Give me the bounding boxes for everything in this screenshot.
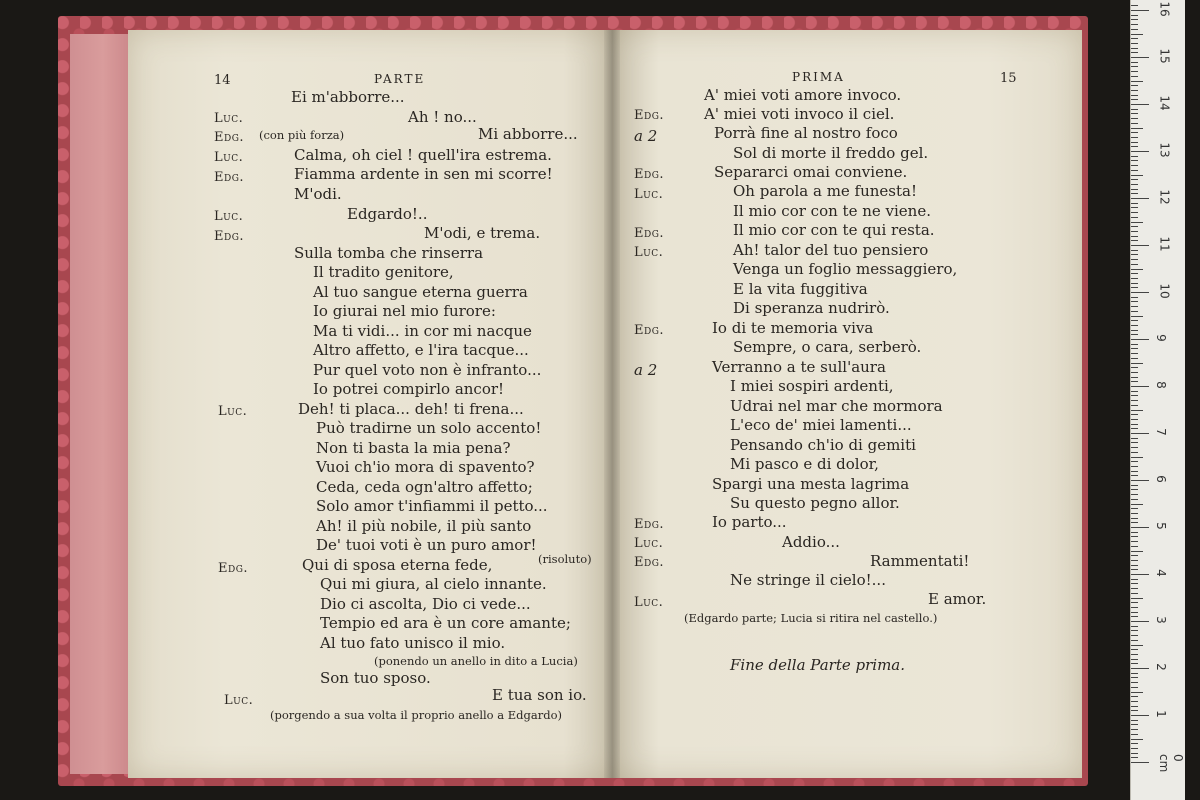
- ruler-label: 4: [1153, 569, 1168, 577]
- ruler-tick: [1131, 81, 1143, 82]
- verse-line: Verranno a te sull'aura: [712, 358, 886, 376]
- ruler-tick: [1131, 612, 1138, 613]
- stage-direction: (Edgardo parte; Lucia si ritira nel castello.): [684, 611, 938, 625]
- ruler-tick: [1131, 292, 1149, 293]
- verse-line: Sol di morte il freddo gel.: [733, 144, 929, 162]
- verse-line: Fine della Parte prima.: [730, 656, 906, 674]
- ruler-tick: [1131, 231, 1138, 232]
- ruler-tick: [1131, 457, 1143, 458]
- ruler-tick: [1131, 630, 1138, 631]
- ruler-tick: [1131, 381, 1138, 382]
- book-endpaper: [70, 34, 136, 774]
- ruler-tick: [1131, 19, 1138, 20]
- ruler-tick: [1131, 536, 1138, 537]
- measuring-ruler: [1130, 0, 1185, 800]
- ruler-tick: [1131, 518, 1138, 519]
- ruler-tick: [1131, 128, 1143, 129]
- book-gutter: [604, 30, 620, 778]
- verse-line: Al tuo fato unisco il mio.: [320, 634, 506, 652]
- verse-line: Son tuo sposo.: [320, 669, 431, 687]
- ruler-tick: [1131, 442, 1138, 443]
- ruler-tick: [1131, 673, 1138, 674]
- ruler-tick: [1131, 203, 1138, 204]
- ruler-tick: [1131, 527, 1149, 528]
- ruler-tick: [1131, 48, 1138, 49]
- ruler-tick: [1131, 743, 1138, 744]
- ruler-tick: [1131, 66, 1138, 67]
- verse-line: Il mio cor con te ne viene.: [733, 202, 931, 220]
- ruler-tick: [1131, 677, 1138, 678]
- verse-line: Ne stringe il cielo!...: [730, 571, 886, 589]
- ruler-label: 10: [1157, 283, 1172, 299]
- ruler-label: 0 cm: [1157, 754, 1185, 773]
- ruler-tick: [1131, 118, 1138, 119]
- ruler-tick: [1131, 621, 1149, 622]
- ruler-label: 3: [1153, 616, 1168, 624]
- speaker-label: Edg.: [634, 226, 665, 241]
- ruler-tick: [1131, 579, 1138, 580]
- speaker-label: Luc.: [214, 111, 244, 126]
- ruler-label: 6: [1153, 475, 1168, 483]
- verse-line: Ah ! no...: [408, 108, 477, 126]
- ruler-tick: [1131, 156, 1138, 157]
- ruler-tick: [1131, 471, 1138, 472]
- ruler-tick: [1131, 297, 1138, 298]
- ruler-tick: [1131, 475, 1138, 476]
- speaker-label: Edg.: [634, 517, 665, 532]
- ruler-tick: [1131, 377, 1138, 378]
- ruler-label: 14: [1157, 95, 1172, 111]
- ruler-tick: [1131, 391, 1138, 392]
- ruler-tick: [1131, 489, 1138, 490]
- ruler-tick: [1131, 358, 1138, 359]
- ruler-label: 11: [1157, 236, 1172, 252]
- ruler-tick: [1131, 217, 1138, 218]
- ruler-tick: [1131, 363, 1143, 364]
- verse-line: Ma ti vidi... in cor mi nacque: [313, 322, 532, 340]
- ruler-tick: [1131, 480, 1149, 481]
- ruler-tick: [1131, 659, 1138, 660]
- ruler-tick: [1131, 410, 1143, 411]
- ruler-tick: [1131, 682, 1138, 683]
- ruler-tick: [1131, 29, 1138, 30]
- speaker-label: Luc.: [634, 187, 664, 202]
- verse-line: Sempre, o cara, serberò.: [733, 338, 922, 356]
- verse-line: Io parto...: [712, 513, 787, 531]
- ruler-tick: [1131, 395, 1138, 396]
- ruler-tick: [1131, 301, 1138, 302]
- speaker-label: Luc.: [634, 536, 664, 551]
- ruler-tick: [1131, 142, 1138, 143]
- ruler-tick: [1131, 222, 1143, 223]
- verse-line: Edgardo!..: [347, 205, 428, 223]
- verse-line: I miei sospiri ardenti,: [730, 377, 894, 395]
- ruler-tick: [1131, 283, 1138, 284]
- ruler-tick: [1131, 226, 1138, 227]
- speaker-label: Edg.: [214, 130, 245, 145]
- ruler-tick: [1131, 264, 1138, 265]
- verse-line: Solo amor t'infiammi il petto...: [316, 497, 548, 515]
- ruler-tick: [1131, 76, 1138, 77]
- ruler-tick: [1131, 52, 1138, 53]
- ruler-tick: [1131, 245, 1149, 246]
- ruler-tick: [1131, 739, 1143, 740]
- ruler-tick: [1131, 170, 1138, 171]
- ruler-tick: [1131, 602, 1138, 603]
- verse-line: Non ti basta la mia pena?: [316, 439, 511, 457]
- ruler-tick: [1131, 43, 1138, 44]
- verse-line: De' tuoi voti è un puro amor!: [316, 536, 537, 554]
- verse-line: Io di te memoria viva: [712, 319, 874, 337]
- ruler-tick: [1131, 494, 1138, 495]
- ruler-tick: [1131, 701, 1138, 702]
- verse-line: Mi abborre...: [478, 125, 578, 143]
- verse-line: a 2: [634, 127, 658, 145]
- ruler-tick: [1131, 720, 1138, 721]
- verse-line: Venga un foglio messaggiero,: [733, 260, 958, 278]
- verse-line: Rammentati!: [870, 552, 970, 570]
- verse-line: Pur quel voto non è infranto...: [313, 361, 542, 379]
- ruler-tick: [1131, 273, 1138, 274]
- ruler-tick: [1131, 184, 1138, 185]
- stage-direction: (ponendo un anello in dito a Lucia): [374, 654, 578, 668]
- ruler-tick: [1131, 710, 1138, 711]
- ruler-tick: [1131, 259, 1138, 260]
- ruler-tick: [1131, 466, 1138, 467]
- ruler-tick: [1131, 598, 1143, 599]
- verse-line: Deh! ti placa... deh! ti frena...: [298, 400, 524, 418]
- verse-line: Sulla tomba che rinserra: [294, 244, 484, 262]
- stage-direction: (con più forza): [259, 128, 345, 142]
- ruler-tick: [1131, 555, 1138, 556]
- ruler-tick: [1131, 104, 1149, 105]
- ruler-tick: [1131, 306, 1138, 307]
- ruler-tick: [1131, 146, 1138, 147]
- ruler-tick: [1131, 339, 1149, 340]
- ruler-tick: [1131, 151, 1149, 152]
- ruler-tick: [1131, 198, 1149, 199]
- ruler-tick: [1131, 353, 1138, 354]
- verse-line: E amor.: [928, 590, 987, 608]
- ruler-tick: [1131, 485, 1138, 486]
- verse-line: A' miei voti amore invoco.: [704, 86, 902, 104]
- ruler-tick: [1131, 452, 1138, 453]
- speaker-label: Luc.: [224, 693, 254, 708]
- ruler-label: 16: [1157, 1, 1172, 17]
- ruler-tick: [1131, 325, 1138, 326]
- verse-line: Ceda, ceda ogn'altro affetto;: [316, 478, 533, 496]
- speaker-label: Edg.: [634, 555, 665, 570]
- ruler-tick: [1131, 269, 1143, 270]
- ruler-tick: [1131, 663, 1138, 664]
- ruler-tick: [1131, 574, 1149, 575]
- ruler-tick: [1131, 372, 1138, 373]
- ruler-tick: [1131, 729, 1138, 730]
- verse-line: Fiamma ardente in sen mi scorre!: [294, 165, 553, 183]
- ruler-tick: [1131, 654, 1138, 655]
- ruler-tick: [1131, 287, 1138, 288]
- verse-line: Separarci omai conviene.: [714, 163, 908, 181]
- ruler-tick: [1131, 419, 1138, 420]
- ruler-tick: [1131, 34, 1143, 35]
- ruler-tick: [1131, 428, 1138, 429]
- ruler-tick: [1131, 57, 1149, 58]
- ruler-label: 7: [1153, 428, 1168, 436]
- ruler-tick: [1131, 71, 1138, 72]
- verse-line: Ah! il più nobile, il più santo: [316, 517, 532, 535]
- ruler-tick: [1131, 254, 1138, 255]
- ruler-tick: [1131, 438, 1138, 439]
- ruler-tick: [1131, 348, 1138, 349]
- speaker-label: Luc.: [634, 245, 664, 260]
- speaker-label: Luc.: [214, 209, 244, 224]
- verse-line: Al tuo sangue eterna guerra: [313, 283, 528, 301]
- ruler-tick: [1131, 160, 1138, 161]
- ruler-tick: [1131, 405, 1138, 406]
- ruler-tick: [1131, 10, 1149, 11]
- ruler-tick: [1131, 626, 1138, 627]
- verse-line: M'odi, e trema.: [424, 224, 541, 242]
- verse-line: Vuoi ch'io mora di spavento?: [316, 458, 535, 476]
- verse-line: Calma, oh ciel ! quell'ira estrema.: [294, 146, 552, 164]
- ruler-tick: [1131, 588, 1138, 589]
- ruler-tick: [1131, 757, 1138, 758]
- verse-line: Può tradirne un solo accento!: [316, 419, 542, 437]
- ruler-tick: [1131, 508, 1138, 509]
- verse-line: E la vita fuggitiva: [733, 280, 868, 298]
- verse-line: Addio...: [782, 533, 840, 551]
- ruler-tick: [1131, 400, 1138, 401]
- ruler-tick: [1131, 113, 1138, 114]
- ruler-tick: [1131, 165, 1138, 166]
- ruler-tick: [1131, 175, 1143, 176]
- speaker-label: Luc.: [218, 404, 248, 419]
- ruler-tick: [1131, 414, 1138, 415]
- verse-line: Ah! talor del tuo pensiero: [733, 241, 929, 259]
- ruler-tick: [1131, 753, 1138, 754]
- ruler-tick: [1131, 546, 1138, 547]
- ruler-tick: [1131, 762, 1149, 763]
- ruler-tick: [1131, 692, 1143, 693]
- ruler-tick: [1131, 278, 1138, 279]
- ruler-label: 12: [1157, 189, 1172, 205]
- ruler-tick: [1131, 330, 1138, 331]
- ruler-tick: [1131, 565, 1138, 566]
- ruler-tick: [1131, 560, 1138, 561]
- ruler-tick: [1131, 15, 1138, 16]
- verse-line: Io giurai nel mio furore:: [313, 302, 496, 320]
- ruler-tick: [1131, 635, 1138, 636]
- speaker-label: Edg.: [214, 170, 245, 185]
- ruler-tick: [1131, 240, 1138, 241]
- ruler-tick: [1131, 640, 1138, 641]
- ruler-label: 15: [1157, 48, 1172, 64]
- ruler-tick: [1131, 334, 1138, 335]
- ruler-label: 2: [1153, 663, 1168, 671]
- ruler-tick: [1131, 90, 1138, 91]
- verse-line: Oh parola a me funesta!: [733, 182, 918, 200]
- ruler-tick: [1131, 593, 1138, 594]
- ruler-tick: [1131, 236, 1138, 237]
- ruler-tick: [1131, 724, 1138, 725]
- ruler-tick: [1131, 38, 1138, 39]
- right-page-header: PRIMA: [792, 70, 845, 84]
- speaker-label: Edg.: [634, 167, 665, 182]
- ruler-tick: [1131, 344, 1138, 345]
- verse-line: E tua son io.: [492, 686, 587, 704]
- speaker-label: Luc.: [214, 150, 244, 165]
- ruler-tick: [1131, 5, 1138, 6]
- ruler-tick: [1131, 583, 1138, 584]
- ruler-tick: [1131, 137, 1138, 138]
- ruler-tick: [1131, 193, 1138, 194]
- verse-line: Il tradito genitore,: [313, 263, 454, 281]
- ruler-tick: [1131, 424, 1138, 425]
- left-page-number: 14: [214, 73, 231, 88]
- speaker-label: Edg.: [214, 229, 245, 244]
- ruler-tick: [1131, 504, 1143, 505]
- ruler-tick: [1131, 132, 1138, 133]
- ruler-tick: [1131, 447, 1138, 448]
- right-page-number: 15: [1000, 71, 1017, 86]
- ruler-label: 13: [1157, 142, 1172, 158]
- ruler-tick: [1131, 99, 1138, 100]
- ruler-tick: [1131, 696, 1138, 697]
- verse-line: Spargi una mesta lagrima: [712, 475, 910, 493]
- speaker-label: Edg.: [218, 561, 249, 576]
- verse-line: Tempio ed ara è un core amante;: [320, 614, 571, 632]
- ruler-label: 9: [1153, 334, 1168, 342]
- verse-line: L'eco de' miei lamenti...: [730, 416, 912, 434]
- ruler-label: 1: [1153, 710, 1168, 718]
- ruler-tick: [1131, 499, 1138, 500]
- verse-line: Porrà fine al nostro foco: [714, 124, 898, 142]
- stage-direction: (porgendo a sua volta il proprio anello a Edgardo): [270, 708, 563, 722]
- ruler-tick: [1131, 189, 1138, 190]
- ruler-tick: [1131, 179, 1138, 180]
- speaker-label: Edg.: [634, 108, 665, 123]
- verse-line: Qui mi giura, al cielo innante.: [320, 575, 547, 593]
- ruler-tick: [1131, 607, 1138, 608]
- ruler-tick: [1131, 734, 1138, 735]
- ruler-tick: [1131, 715, 1149, 716]
- ruler-tick: [1131, 207, 1138, 208]
- ruler-tick: [1131, 569, 1138, 570]
- verse-line: Io potrei compirlo ancor!: [313, 380, 505, 398]
- ruler-tick: [1131, 513, 1138, 514]
- ruler-tick: [1131, 616, 1138, 617]
- verse-line: M'odi.: [294, 185, 342, 203]
- ruler-tick: [1131, 212, 1138, 213]
- verse-line: Dio ci ascolta, Dio ci vede...: [320, 595, 531, 613]
- ruler-tick: [1131, 109, 1138, 110]
- verse-line: a 2: [634, 361, 658, 379]
- left-page-header: PARTE: [374, 72, 426, 86]
- ruler-label: 5: [1153, 522, 1168, 530]
- ruler-tick: [1131, 706, 1138, 707]
- verse-line: Udrai nel mar che mormora: [730, 397, 943, 415]
- ruler-tick: [1131, 748, 1138, 749]
- ruler-tick: [1131, 85, 1138, 86]
- verse-line: Qui di sposa eterna fede,: [302, 556, 493, 574]
- ruler-tick: [1131, 668, 1149, 669]
- ruler-tick: [1131, 250, 1138, 251]
- ruler-tick: [1131, 320, 1138, 321]
- verse-line: Mi pasco e di dolor,: [730, 455, 879, 473]
- ruler-tick: [1131, 367, 1138, 368]
- verse-line: Ei m'abborre...: [291, 88, 405, 106]
- ruler-tick: [1131, 386, 1149, 387]
- verse-line: Pensando ch'io di gemiti: [730, 436, 916, 454]
- ruler-tick: [1131, 24, 1138, 25]
- verse-line: Altro affetto, e l'ira tacque...: [313, 341, 529, 359]
- verse-line: A' miei voti invoco il ciel.: [704, 105, 895, 123]
- speaker-label: Edg.: [634, 323, 665, 338]
- ruler-tick: [1131, 316, 1143, 317]
- ruler-tick: [1131, 433, 1149, 434]
- ruler-label: 8: [1153, 381, 1168, 389]
- ruler-tick: [1131, 461, 1138, 462]
- verse-line: Il mio cor con te qui resta.: [733, 221, 935, 239]
- stage-direction: (risoluto): [538, 552, 592, 566]
- ruler-tick: [1131, 645, 1143, 646]
- ruler-tick: [1131, 541, 1138, 542]
- ruler-tick: [1131, 311, 1138, 312]
- verse-line: Di speranza nudrirò.: [733, 299, 890, 317]
- speaker-label: Luc.: [634, 595, 664, 610]
- ruler-tick: [1131, 95, 1138, 96]
- ruler-tick: [1131, 62, 1138, 63]
- ruler-tick: [1131, 123, 1138, 124]
- verse-line: Su questo pegno allor.: [730, 494, 900, 512]
- ruler-tick: [1131, 522, 1138, 523]
- ruler-tick: [1131, 532, 1138, 533]
- ruler-tick: [1131, 687, 1138, 688]
- ruler-tick: [1131, 649, 1138, 650]
- ruler-tick: [1131, 551, 1143, 552]
